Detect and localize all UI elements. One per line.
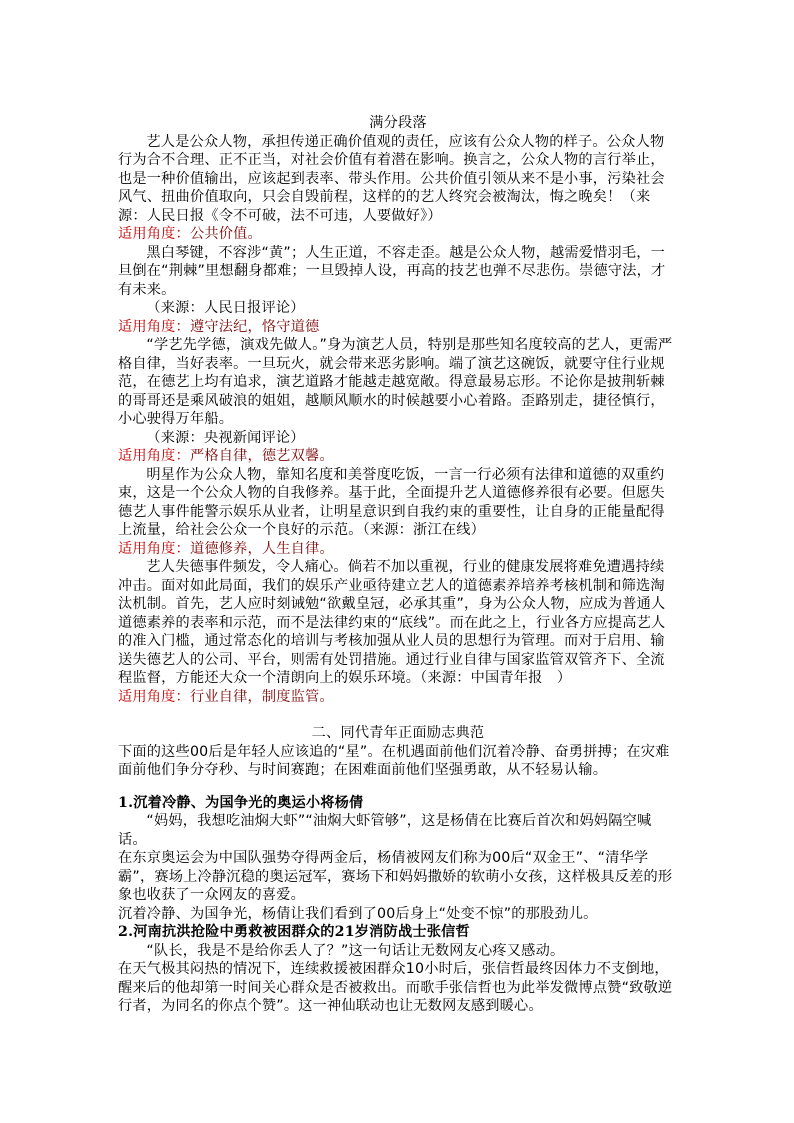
spacer: [118, 780, 678, 794]
angle-label: 适用角度：: [118, 226, 190, 242]
angle-value: 严格自律，德艺双馨。: [189, 448, 334, 464]
spacer: [118, 706, 678, 724]
section-2-title: 二、同代青年正面励志典范: [311, 725, 485, 741]
paragraph-learn-virtue: “学艺先学德，演戏先做人。”身为演艺人员，特别是那些知名度较高的艺人，更需严格自律，当好表率。一旦玩火，就会带来恶劣影响。端了演艺这碗饭，就要守住行业规范，在德艺上均有追求，演艺道路才能越走越宽敞。得意最易忘形。不论你是披荆斩棘的哥哥还是乘风破浪的姐姐，越顺风顺水的时候越要小心着路。歪路别走，捷径慎行，小心驶得万年船。: [118, 337, 673, 427]
angle-label: 适用角度：: [118, 688, 190, 705]
section-2-intro: 下面的这些00后是年轻人应该追的“星”。在机遇面前他们沉着冷静、奋勇拼搏；在灾难面前他们争分夺秒、与时间赛跑；在困难面前他们坚强勇敢，从不轻易认输。: [118, 743, 670, 778]
paragraph-yang-qian-story: 在东京奥运会为中国队强势夺得两金后，杨倩被网友们称为00后“双金王”、“清华学霸”，赛场上冷静沉稳的奥运冠军，赛场下和妈妈撒娇的软萌小女孩，这样极具反差的形象也收获了一众网友的喜爱。: [118, 850, 673, 903]
angle-value: 行业自律，制度监管。: [189, 688, 334, 705]
angle-label: 适用角度：: [118, 540, 190, 557]
angle-label: 适用角度：: [118, 448, 190, 464]
paragraph-zhang-xinzhe-quote: “队长，我是不是给你丢人了？”这一句话让无数网友心疼又感动。: [146, 942, 565, 959]
applicable-angle-1: [118, 225, 678, 244]
applicable-angle-4: [118, 540, 678, 559]
section-title: 满分段落: [369, 115, 427, 131]
angle-value: 遵守法纪，恪守道德: [189, 318, 320, 335]
heading-zhang-xinzhe: 2.河南抗洪抢险中勇救被困群众的21岁消防战士张信哲: [118, 924, 470, 940]
source-line: （来源：央视新闻评论）: [146, 429, 305, 446]
paragraph-yang-qian-quote: “妈妈，我想吃油焖大虾”“油焖大虾管够”，这是杨倩在比赛后首次和妈妈隔空喊话。: [118, 813, 652, 848]
paragraph-stars-self-discipline: 明星作为公众人物，靠知名度和美誉度吃饭，一言一行必须有法律和道德的双重约束，这是一个公众人物的自我修养。基于此，全面提升艺人道德修养很有必要。但愿失德艺人事件能警示娱乐从业者，让明星意识到自我约束的重要性，让自身的正能量配得上流量，给社会公众一个良好的示范。（来源：浙江在线）: [118, 466, 665, 538]
angle-value: 道德修养，人生自律。: [189, 540, 334, 557]
applicable-angle-3: [118, 447, 678, 466]
paragraph-piano-keys: 黑白琴键，不容涉“黄”；人生正道，不容走歪。越是公众人物，越需爱惜羽毛，一旦倒在“荆棘”里想翻身都难；一旦毁掉人设，再高的技艺也弹不尽悲伤。崇德守法，才有未来。: [118, 244, 666, 298]
angle-value: 公共价值。: [189, 226, 262, 242]
paragraph-industry-regulation: 艺人失德事件频发，令人痛心。倘若不加以重视，行业的健康发展将难免遭遇持续冲击。面对如此局面，我们的娱乐产业亟待建立艺人的道德素养培养考核机制和筛选淘汰机制。首先，艺人应时刻诫勉“欲戴皇冠，必承其重”，身为公众人物，应成为普通人道德素养的表率和示范，而不是法律约束的“底线”。而在此之上，行业各方应提高艺人的准入门槛，通过常态化的培训与考核加强从业人员的思想行为管理。而对于启用、输送失德艺人的公司、平台，则需有处罚措施。通过行业自律与国家监管双管齐下、全流程监督，方能还大众一个清朗向上的娱乐环境。（来源：中国青年报 ）: [118, 559, 666, 686]
document-body: [118, 114, 678, 1016]
paragraph-zhang-xinzhe-story: 在天气极其闷热的情况下，连续救援被困群众10小时后，张信哲最终因体力不支倒地，醒来后的他却第一时间关心群众是否被救出。而歌手张信哲也为此举发微博点赞“致敬逆行者，为同名的你点个赞”。这一神仙联动也让无数网友感到暖心。: [118, 961, 673, 1014]
paragraph-public-figures: 艺人是公众人物，承担传递正确价值观的责任，应该有公众人物的样子。公众人物行为合不合理、正不正当，对社会价值有着潜在影响。换言之，公众人物的言行举止，也是一种价值输出，应该起到表率、带头作用。公共价值引领从来不是小事，污染社会风气、扭曲价值取向，只会自毁前程，这样的的艺人终究会被淘汰，悔之晚矣！（来源：人民日报《令不可破，法不可违，人要做好》）: [118, 133, 665, 224]
applicable-angle-2: [118, 318, 678, 337]
paragraph-yang-qian-summary: 沉着冷静、为国争光，杨倩让我们看到了00后身上“处变不惊”的那股劲儿。: [118, 905, 598, 922]
applicable-angle-5: [118, 688, 678, 707]
heading-yang-qian: 1.沉着冷静、为国争光的奥运小将杨倩: [118, 794, 364, 811]
source-line: （来源：人民日报评论）: [146, 300, 305, 316]
angle-label: 适用角度：: [118, 318, 190, 335]
